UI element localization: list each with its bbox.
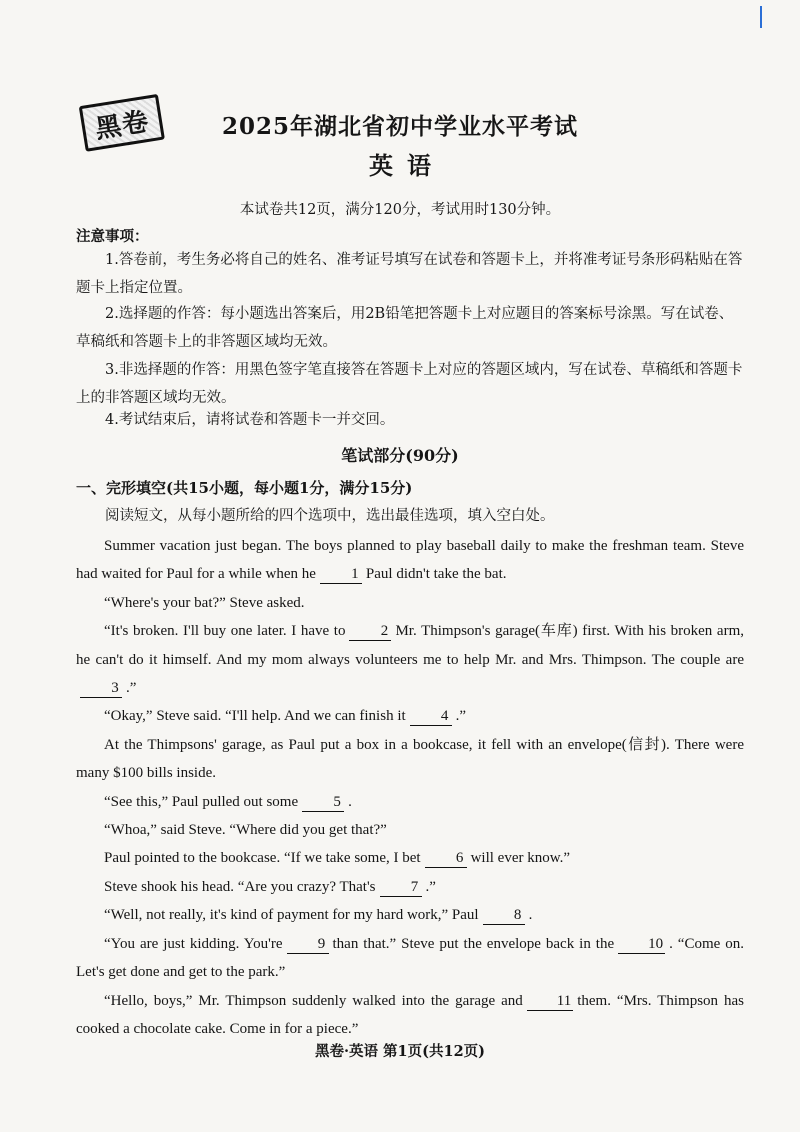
passage-text: Mr. Thimpson's garage(车库) first. With his broken arm, he can't do it himself. And my mom always volunteers me to help Mr. and Mrs. Thimpson. The couple are — [76, 623, 744, 668]
passage-text: . “Come on. Let's get done and get to the park.” — [76, 935, 744, 981]
blank-2: 2 — [349, 623, 391, 641]
passage-text: “Okay,” Steve said. “I'll help. And we can finish it — [104, 708, 406, 725]
notice-item-4: 4.考试结束后，请将试卷和答题卡一并交回。 — [105, 412, 395, 428]
passage-text: .” — [126, 680, 137, 697]
blank-6: 6 — [425, 850, 467, 868]
section-title: 笔试部分(90分) — [341, 446, 459, 465]
scan-edge-mark — [760, 6, 762, 28]
exam-info: 本试卷共12页，满分120分，考试用时130分钟。 — [239, 202, 561, 218]
passage-text: Summer vacation just began. The boys planned to play baseball daily to make the freshman team. Steve had waited for Paul for a while when he — [76, 538, 744, 583]
exam-subject: 英语 — [369, 151, 445, 180]
passage-paragraph-8 — [76, 844, 744, 872]
passage-text: them. “Mrs. Thimpson has cooked a chocolate cake. Come in for a piece.” — [76, 992, 744, 1037]
blank-5: 5 — [302, 794, 344, 812]
passage-text: . — [348, 793, 352, 810]
passage-text: “You are just kidding. You're — [104, 935, 283, 952]
notice-item-1: 1.答卷前，考生务必将自己的姓名、准考证号填写在试卷和答题卡上，并将准考证号条形码粘贴在答题卡上指定位置。 — [76, 252, 743, 296]
passage-paragraph-5 — [76, 731, 744, 788]
blank-3: 3 — [80, 680, 122, 698]
cloze-passage — [76, 532, 744, 1043]
passage-paragraph-6 — [76, 788, 744, 816]
blank-10: 10 — [618, 936, 665, 954]
passage-paragraph-7 — [76, 816, 744, 844]
notice-item-3: 3.非选择题的作答：用黑色签字笔直接答在答题卡上对应的答题区域内，写在试卷、草稿纸和答题卡上的非答题区域均无效。 — [76, 362, 743, 406]
part1-instruction: 阅读短文，从每小题所给的四个选项中，选出最佳选项，填入空白处。 — [105, 508, 555, 524]
passage-text: “It's broken. I'll buy one later. I have to — [104, 623, 346, 640]
passage-text: “Whoa,” said Steve. “Where did you get that?” — [104, 822, 387, 839]
passage-paragraph-1 — [76, 532, 744, 589]
passage-text: Paul didn't take the bat. — [365, 566, 507, 583]
exam-title: 2025年湖北省初中学业水平考试 — [221, 113, 578, 140]
passage-text: than that.” Steve put the envelope back in the — [332, 935, 615, 952]
passage-paragraph-3 — [76, 617, 744, 702]
passage-paragraph-2 — [76, 589, 744, 617]
blank-8: 8 — [483, 907, 525, 925]
blank-7: 7 — [380, 879, 422, 897]
passage-text: “See this,” Paul pulled out some — [104, 793, 299, 810]
passage-paragraph-11 — [76, 930, 744, 987]
passage-text: “Well, not really, it's kind of payment for my hard work,” Paul — [104, 907, 479, 924]
passage-paragraph-4 — [76, 702, 744, 730]
passage-text: “Where's your bat?” Steve asked. — [104, 594, 305, 611]
notice-item-2: 2.选择题的作答：每小题选出答案后，用2B铅笔把答题卡上对应题目的答案标号涂黑。写在试卷、草稿纸和答题卡上的非答题区域均无效。 — [76, 306, 734, 350]
passage-text: “Hello, boys,” Mr. Thimpson suddenly walked into the garage and — [104, 992, 523, 1009]
passage-text: .” — [425, 878, 436, 895]
notes-heading: 注意事项： — [76, 228, 149, 245]
passage-text: . — [528, 907, 533, 924]
passage-text: At the Thimpsons' garage, as Paul put a box in a bookcase, it fell with an envelope(信封). There were many $100 bills inside. — [76, 736, 744, 782]
passage-text: .” — [455, 708, 467, 725]
blank-9: 9 — [287, 936, 329, 954]
part1-heading: 一、完形填空(共15小题，每小题1分，满分15分) — [76, 479, 413, 497]
page-footer: 黑卷·英语 第1页(共12页) — [314, 1043, 486, 1060]
blank-11: 11 — [527, 993, 573, 1011]
passage-paragraph-12 — [76, 987, 744, 1044]
passage-paragraph-10 — [76, 901, 744, 929]
passage-text: will ever know.” — [470, 850, 570, 867]
logo-stamp: 黑卷 — [79, 94, 165, 152]
blank-1: 1 — [320, 566, 362, 584]
passage-paragraph-9 — [76, 873, 744, 901]
passage-text: Paul pointed to the bookcase. “If we take some, I bet — [104, 850, 421, 867]
passage-text: Steve shook his head. “Are you crazy? That's — [104, 878, 376, 895]
blank-4: 4 — [410, 708, 452, 726]
